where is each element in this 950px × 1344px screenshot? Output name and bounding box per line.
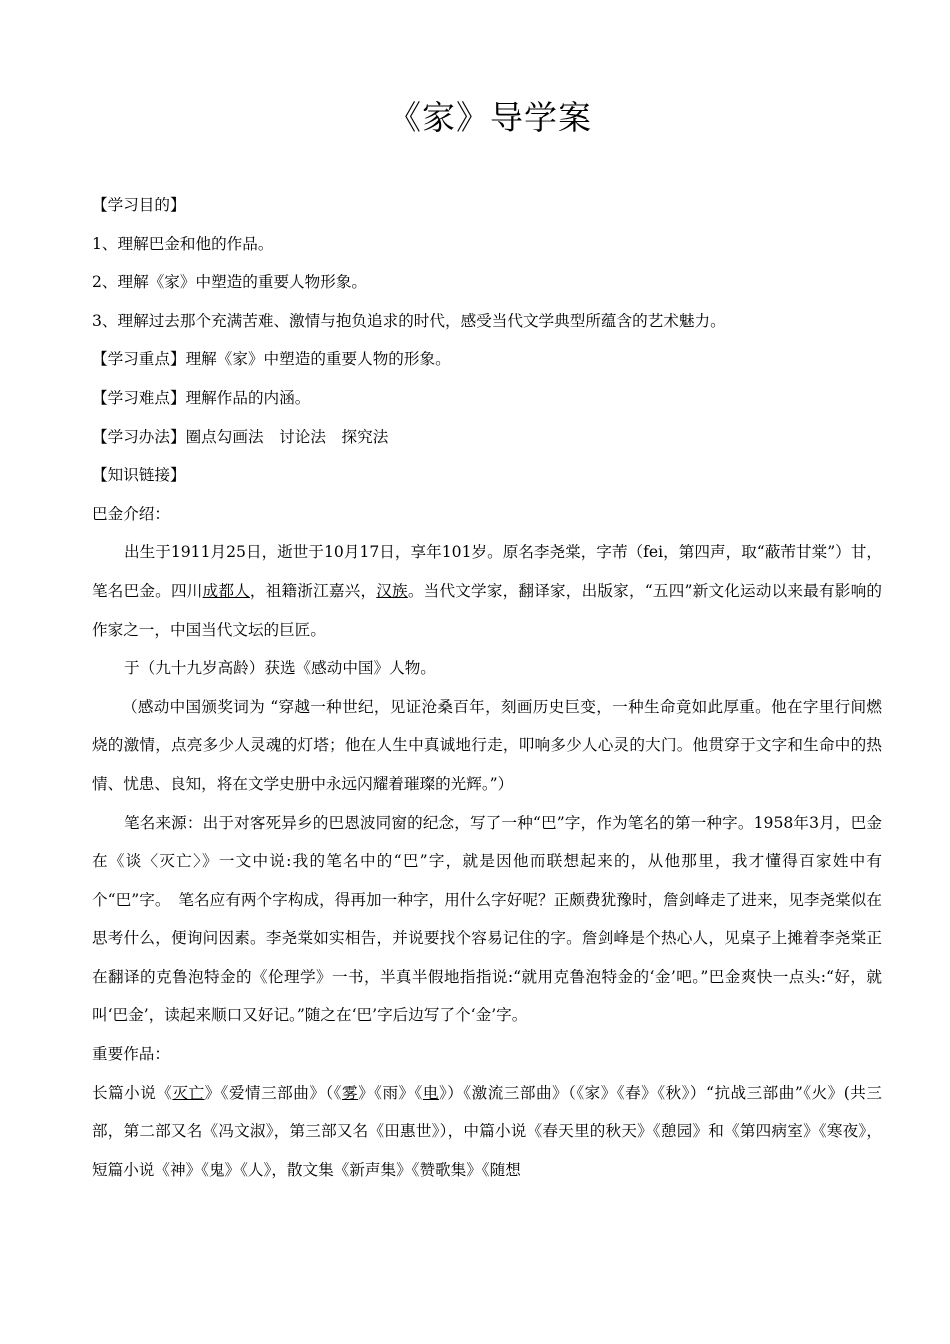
link-wu[interactable]: 雾: [341, 1083, 359, 1102]
bio-text: 出生于1911月25日，逝世于10月17日，享年101岁。原名李尧棠，字芾（fei，第四声，取“蔽芾甘棠”）甘，笔名巴金。四川: [92, 543, 882, 600]
objective-item: 1、理解巴金和他的作品。: [92, 234, 274, 253]
bio-text: 。当代文学家，翻译家，出版家，“五四”新文化运动以来最有影响的作家之一，中国当代文坛的巨匠。: [92, 581, 882, 639]
objective-item: 3、理解过去那个充满苦难、激情与抱负追求的时代，感受当代文学典型所蕴含的艺术魅力。: [92, 311, 726, 330]
works-text: 》《雨》《: [358, 1083, 423, 1102]
method-text: 圈点勾画法 讨论法 探究法: [185, 427, 389, 446]
pen-name-paragraph: 笔名来源：出于对客死异乡的巴恩波同窗的纪念，写了一种“巴”字，作为笔名的第一种字。1958年3月，巴金在《谈〈灭亡〉》一文中说:我的笔名中的“巴”字，就是因他而联想起来的，从他那里，我才懂得百家姓中有个“巴”字。 笔名应有两个字构成，得再加一种字，用什么字好呢？正颇费犹豫时，詹剑峰走了进来，见李尧棠似在思考什么，便询问因素。李尧棠如实相告，并说要找个容易记住的字。詹剑峰是个热心人，见桌子上摊着李尧棠正在翻译的克鲁泡特金的《伦理学》一书，半真半假地指指说:“就用克鲁泡特金的‘金’吧。”巴金爽快一点头:“好，就叫‘巴金’，读起来顺口又好记。”随之在‘巴’字后边写了个‘金’字。: [92, 813, 882, 1025]
link-miewang[interactable]: 灭亡: [172, 1083, 205, 1102]
document-title: 《家》导学案: [388, 98, 592, 137]
method-label: 【学习办法】: [92, 427, 186, 446]
citation-paragraph: （感动中国颁奖词为 “穿越一种世纪，见证沧桑百年，刻画历史巨变，一种生命竟如此厚重。他在字里行间燃烧的激情，点亮多少人灵魂的灯塔；他在人生中真诚地行走，叩响多少人心灵的大门。他贯穿于文字和生命中的热情、忧患、良知，将在文学史册中永远闪耀着璀璨的光辉。”）: [92, 697, 882, 793]
links-heading: 【知识链接】: [92, 466, 186, 485]
bio-paragraph: [92, 533, 882, 649]
works-paragraph: [92, 1074, 882, 1190]
objective-item: 2、理解《家》中塑造的重要人物形象。: [92, 273, 368, 292]
link-han[interactable]: 汉族: [376, 581, 408, 600]
difficulty-line: [92, 379, 882, 418]
method-line: [92, 418, 882, 457]
award-line: 于（九十九岁高龄）获选《感动中国》人物。: [124, 659, 436, 678]
difficulty-text: 理解作品的内涵。: [185, 388, 311, 407]
works-text: 》《爱情三部曲》（《: [204, 1083, 342, 1102]
focus-line: [92, 340, 882, 379]
link-dian[interactable]: 电: [422, 1083, 439, 1102]
objectives-heading: 【学习目的】: [92, 196, 186, 214]
bio-text: ，祖籍浙江嘉兴，: [249, 581, 377, 600]
document-body: [92, 186, 882, 1189]
focus-text: 理解《家》中塑造的重要人物的形象。: [185, 350, 451, 369]
link-chengdu[interactable]: 成都人: [202, 581, 250, 600]
works-text: 》）《激流三部曲》（《家》《春》《秋》）“抗战三部曲”《火》(共三部，第二部又名《冯文淑》，第三部又名《田惠世》），中篇小说《春天里的秋天》《憩园》和《第四病室》《寒夜》，短篇小说《神》《鬼》《人》，散文集《新声集》《赞歌集》《随想: [92, 1083, 882, 1179]
bajin-heading: 巴金介绍：: [92, 504, 170, 523]
difficulty-label: 【学习难点】: [92, 388, 186, 407]
works-text: 长篇小说《: [92, 1083, 173, 1102]
focus-label: 【学习重点】: [92, 350, 186, 369]
works-heading: 重要作品：: [92, 1045, 170, 1064]
